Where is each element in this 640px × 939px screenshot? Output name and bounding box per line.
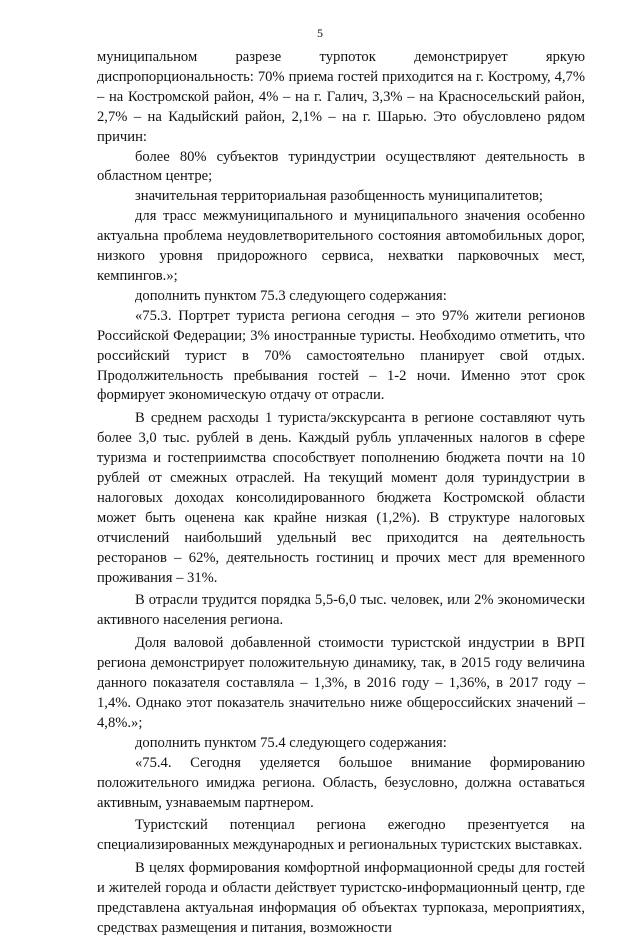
paragraph-gva-share: Доля валовой добавленной стоимости туристской индустрии в ВРП региона демонстрирует положительную динамику, так, в 2015 году величина данного показателя составляла – 1,3%, в 2016 году – 1,36%, в 2017 году – 1,4%. Однако этот показатель значительно ниже общероссийских значений – 4,8%.»; (97, 635, 585, 731)
paragraph-exhibitions: Туристский потенциал региона ежегодно презентуется на специализированных международных и региональных туристских выставках. (97, 817, 585, 854)
paragraph-tourist-expenses: В среднем расходы 1 туриста/экскурсанта в регионе составляют чуть более 3,0 тыс. рублей в день. Каждый рубль уплаченных налогов в сфере туризма и гостеприимства способствует пополнению бюджета почти на 10 рублей от смежных отраслей. На текущий момент доля туриндустрии в налоговых доходах консолидированного бюджета Костромской области может быть оценена как крайне низкая (1,2%). В структуре налоговых отчислений наибольший удельный вес приходится на деятельность ресторанов – 62%, деятельность гостиниц и прочих мест для временного проживания – 31%. (97, 410, 585, 586)
paragraph-reason-regional-center: более 80% субъектов туриндустрии осуществляют деятельность в областном центре; (97, 148, 585, 185)
paragraph-info-center: В целях формирования комфортной информационной среды для гостей и жителей города и области действует туристско-информационный центр, где представлена актуальная информация об объектах турпоказа, мероприятиях, средствах размещения и питания, возможности (97, 860, 585, 936)
page-number: 5 (317, 26, 323, 40)
paragraph-region-image: «75.4. Сегодня уделяется большое внимание формированию положительного имиджа региона. Область, безусловно, должна оставаться активным, узнаваемым партнером. (97, 754, 585, 811)
paragraph-employment: В отрасли трудится порядка 5,5-6,0 тыс. человек, или 2% экономически активного населения региона. (97, 592, 585, 629)
paragraph-turnover-distribution: муниципальном разрезе турпоток демонстрирует яркую диспропорциональность: 70% приема гостей приходится на г. Кострому, 4,7% – на Костромской район, 4% – на г. Галич, 3,3% – на Красносельский район, 2,7% – на Кадыйский район, 2,1% – на г. Шарью. Это обусловлено рядом причин: (97, 49, 585, 145)
paragraph-add-point-75-4: дополнить пунктом 75.4 следующего содержания: (135, 734, 447, 751)
paragraph-reason-disunity: значительная территориальная разобщенность муниципалитетов; (135, 188, 543, 205)
paragraph-add-point-75-3: дополнить пунктом 75.3 следующего содержания: (135, 287, 447, 304)
paragraph-reason-roads: для трасс межмуниципального и муниципального значения особенно актуальна проблема неудовлетворительного состояния автомобильных дорог, низкого уровня придорожного сервиса, нехватки парковочных мест, кемпингов.»; (97, 208, 585, 284)
document-body (97, 48, 585, 939)
paragraph-tourist-portrait: «75.3. Портрет туриста региона сегодня – это 97% жители регионов Российской Федерации; 3% иностранные туристы. Необходимо отметить, что российский турист в 70% самостоятельно планирует свой отдых. Продолжительность пребывания гостей – 1-2 ночи. Именно этот срок формирует экономическую отдачу от отрасли. (97, 307, 585, 404)
